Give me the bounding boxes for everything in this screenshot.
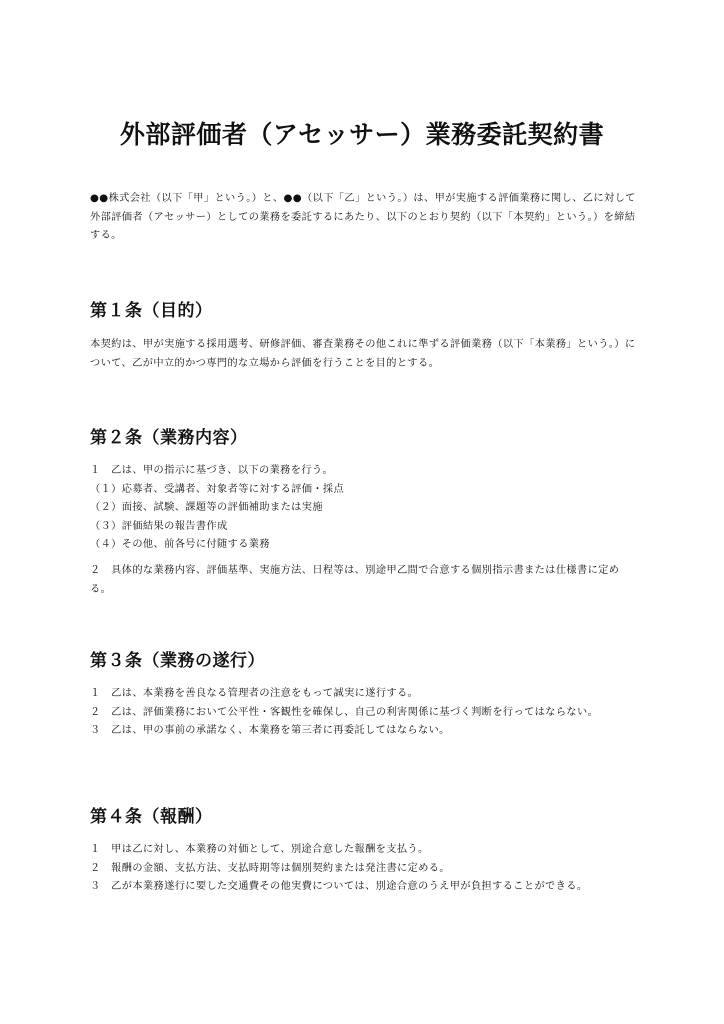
- article-3-item-1: １ 乙は、本業務を善良なる管理者の注意をもって誠実に遂行する。: [90, 688, 419, 699]
- article-2-subitem-4: （４）その他、前各号に付随する業務: [90, 539, 270, 550]
- article-1-heading: 第１条（目的）: [90, 301, 213, 321]
- document-title: 外部評価者（アセッサー）業務委託契約書: [119, 120, 605, 149]
- article-4-heading: 第４条（報酬）: [90, 807, 213, 827]
- article-4-item-3: ３ 乙が本業務遂行に要した交通費その他実費については、別途合意のうえ甲が負担することができる。: [90, 881, 588, 892]
- article-2-subitem-3: （３）評価結果の報告書作成: [90, 520, 228, 532]
- article-1-body: 本契約は、甲が実施する採用選考、研修評価、審査業務その他これに準ずる評価業務（以下「本業務」という。）について、乙が中立的かつ専門的な立場から評価を行うことを目的とする。: [90, 339, 636, 369]
- article-2-items: [90, 462, 640, 555]
- article-1-body-block: [90, 336, 640, 373]
- article-2-subitem-1: （１）応募者、受講者、対象者等に対する評価・採点: [90, 483, 345, 495]
- article-1: [90, 298, 640, 324]
- article-4-item-2: ２ 報酬の金額、支払方法、支払時期等は個別契約または発注書に定める。: [90, 862, 450, 874]
- article-3-item-3: ３ 乙は、甲の事前の承諾なく、本業務を第三者に再委託してはならない。: [90, 725, 450, 736]
- article-2-item-2-block: [90, 562, 640, 599]
- article-3-items: [90, 685, 640, 741]
- preamble-block: [90, 190, 640, 246]
- article-4: [90, 804, 640, 830]
- article-2-heading: 第２条（業務内容）: [90, 428, 248, 448]
- article-3: [90, 648, 640, 674]
- article-3-heading: 第３条（業務の遂行）: [90, 651, 265, 671]
- article-2: [90, 425, 640, 451]
- article-4-item-1: １ 甲は乙に対し、本業務の対価として、別途合意した報酬を支払う。: [90, 844, 429, 855]
- article-2-item-2: ２ 具体的な業務内容、評価基準、実施方法、日程等は、別途甲乙間で合意する個別指示書または仕様書に定める。: [90, 565, 620, 595]
- article-3-item-2: ２ 乙は、評価業務において公平性・客観性を確保し、自己の利害関係に基づく判断を行ってはならない。: [90, 706, 599, 718]
- article-2-item-1: １ 乙は、甲の指示に基づき、以下の業務を行う。: [90, 465, 334, 476]
- article-2-subitem-2: （２）面接、試験、課題等の評価補助または実施: [90, 502, 323, 513]
- preamble-text: ●●株式会社（以下「甲」という。）と、●●（以下「乙」という。）は、甲が実施する評価業務に関し、乙に対して外部評価者（アセッサー）としての業務を委託するにあたり、以下のとおり契約（以下「本契約」という。）を締結する。: [90, 193, 636, 241]
- article-4-items: [90, 841, 640, 897]
